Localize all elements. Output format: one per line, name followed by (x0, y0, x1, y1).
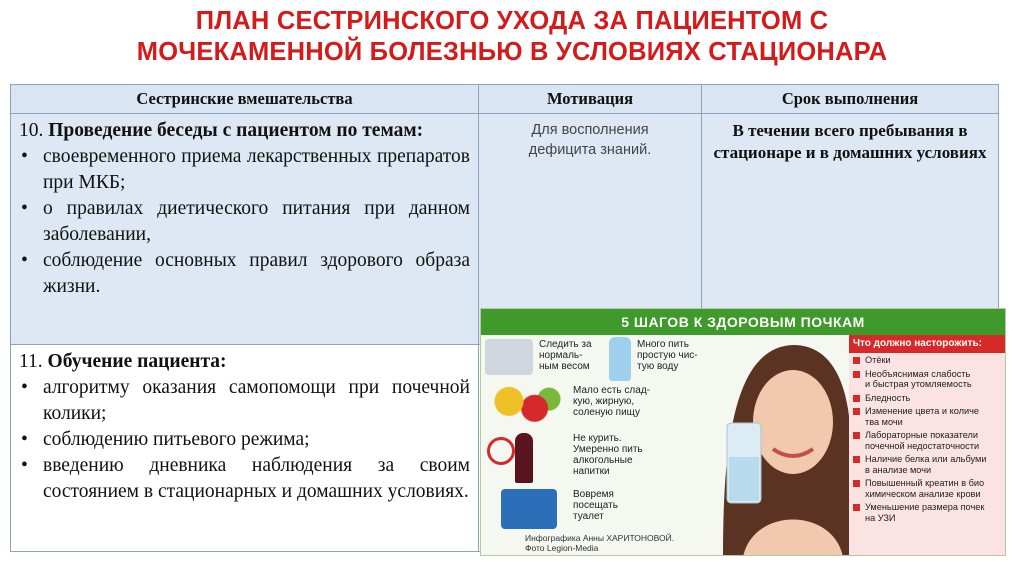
warning-item: Необъяснимая слабость и быстрая утомляемость (853, 369, 1003, 390)
warning-item: Повышенный креатин в био химическом анализе крови (853, 478, 1003, 499)
scale-icon (485, 339, 533, 375)
warning-item: Наличие белка или альбуми в анализе мочи (853, 454, 1003, 475)
warning-item: Уменьшение размера почек на УЗИ (853, 502, 1003, 523)
list-item: • о правилах диетического питания при данном заболевании, (19, 196, 470, 248)
list-item: • алгоритму оказания самопомощи при почечной колики; (19, 375, 470, 427)
intervention-heading: 10. Проведение беседы с пациентом по темам: (19, 120, 424, 141)
kidney-infographic (480, 308, 1006, 556)
motivation-text-2: дефицита знаний. (528, 142, 652, 158)
intervention-cell (11, 345, 479, 552)
warning-list (849, 355, 1005, 523)
warning-item: Бледность (853, 393, 1003, 404)
title-line-1: ПЛАН СЕСТРИНСКОГО УХОДА ЗА ПАЦИЕНТОМ С (195, 7, 829, 35)
intervention-list (19, 375, 470, 505)
intervention-list (19, 144, 470, 300)
list-item: • своевременного приема лекарственных препаратов при МКБ; (19, 144, 470, 196)
infographic-credit: Инфографика Анны ХАРИТОНОВОЙ. Фото Legion-Media (525, 533, 675, 553)
list-item: • соблюдению питьевого режима; (19, 427, 470, 453)
term-text: В течении всего пребывания в стационаре и в домашних условиях (713, 121, 987, 162)
slide-title (0, 6, 1024, 68)
wine-bottle-icon (515, 433, 533, 483)
step-5: Вовремя посещать туалет (573, 489, 618, 522)
list-item: • соблюдение основных правил здорового образа жизни. (19, 248, 470, 300)
step-3: Мало есть слад- кую, жирную, соленую пищу (573, 385, 650, 418)
step-2: Много пить простую чис- тую воду (637, 339, 698, 372)
infographic-banner: 5 ШАГОВ К ЗДОРОВЫМ ПОЧКАМ (481, 309, 1005, 335)
fruit-icon (485, 383, 565, 429)
woman-with-glass-photo (703, 327, 853, 556)
header-interventions: Сестринские вмешательства (11, 85, 479, 114)
title-line-2: МОЧЕКАМЕННОЙ БОЛЕЗНЬЮ В УСЛОВИЯХ СТАЦИОНАРА (136, 38, 888, 66)
header-motivation: Мотивация (479, 85, 702, 114)
warning-panel (849, 335, 1005, 555)
warning-item: Лабораторные показатели почечной недостаточности (853, 430, 1003, 451)
list-item: • введению дневника наблюдения за своим состоянием в стационарных и домашних условиях. (19, 453, 470, 505)
toilet-sign-icon (501, 489, 557, 529)
step-1: Следить за нормаль- ным весом (539, 339, 592, 372)
motivation-text-1: Для восполнения (531, 122, 649, 138)
water-bottle-icon (609, 337, 631, 381)
intervention-heading: 11. Обучение пациента: (19, 351, 227, 372)
header-term: Срок выполнения (702, 85, 999, 114)
intervention-cell (11, 114, 479, 345)
table-header-row (11, 85, 999, 114)
warning-item: Изменение цвета и количе тва мочи (853, 406, 1003, 427)
no-smoking-icon (487, 437, 515, 465)
warning-title: Что должно насторожить: (849, 335, 1005, 353)
step-4: Не курить. Умеренно пить алкогольные напитки (573, 433, 643, 477)
warning-item: Отёки (853, 355, 1003, 366)
